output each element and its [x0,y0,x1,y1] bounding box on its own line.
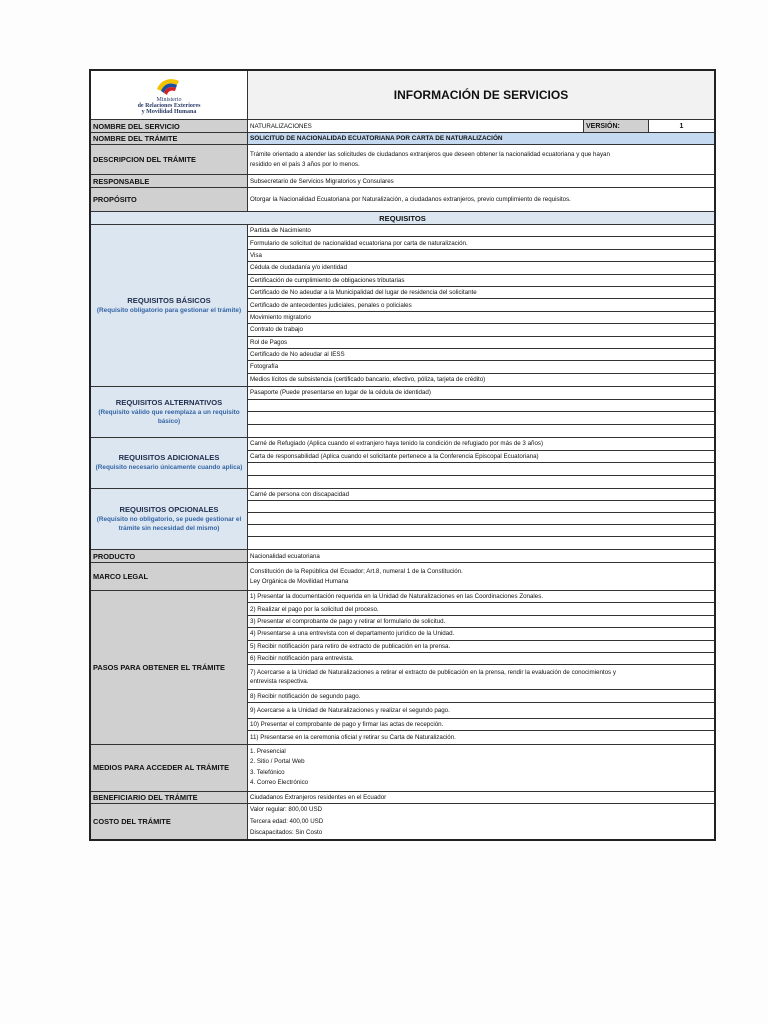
responsable-value: Subsecretario de Servicios Migratorios y Consulares [250,177,394,185]
service-info-sheet [89,69,716,841]
medio-item: 3. Telefónico [250,768,285,776]
version-label: VERSIÓN: [584,120,649,132]
descripcion-line-1: Trámite orientado a atender las solicitudes de ciudadanos extranjeros que deseen obtener la nacionalidad ecuatoriana y que hayan [250,151,610,159]
title-row [91,71,714,120]
ministry-logo [138,75,201,116]
medios-list [248,745,714,791]
medios-label: MEDIOS PARA ACCEDER AL TRÁMITE [91,745,248,791]
paso-item: 2) Realizar el pago por la solicitud del proceso. [248,603,714,615]
descripcion-label: DESCRIPCION DEL TRÁMITE [91,145,248,174]
opcionales-group [91,489,714,550]
alternativo-item [248,400,714,413]
opcionales-label [91,489,248,549]
pasos-group [91,591,714,745]
medio-item: 1. Presencial [250,747,286,755]
pasos-label: PASOS PARA OBTENER EL TRÁMITE [91,591,248,744]
flag-emblem-icon [149,75,189,97]
paso-item-7-line-2: entrevista respectiva. [250,678,309,686]
logo-cell [91,71,248,119]
paso-item: 9) Acercarse a la Unidad de Naturalizaciones y realizar el segundo pago. [248,703,714,719]
adicionales-note: (Requisito necesario únicamente cuando aplica) [95,464,243,472]
marco-value [248,563,714,590]
logo-line-2: de Relaciones Exteriores [137,102,201,109]
pasos-list [248,591,714,744]
proposito-label: PROPÓSITO [91,188,248,211]
paso-item: 10) Presentar el comprobante de pago y firmar las actas de recepción. [248,719,714,731]
descripcion-row [91,145,714,175]
version-value: 1 [649,120,714,132]
paso-item: 3) Presentar el comprobante de pago y retirar el formulario de solicitud. [248,616,714,628]
opcional-item: Carné de persona con discapacidad [248,489,714,501]
basico-item: Certificado de No adeudar al IESS [248,349,714,361]
paso-item: 5) Recibir notificación para retiro de extracto de publicación en la prensa. [248,641,714,653]
basico-item: Certificado de antecedentes judiciales, penales o policiales [248,299,714,311]
adicionales-label [91,438,248,488]
marco-row [91,563,714,591]
alternativo-item [248,425,714,438]
adicional-item [248,476,714,489]
producto-row [91,550,714,563]
responsable-label: RESPONSABLE [91,175,248,187]
basico-item: Fotografía [248,361,714,373]
logo-line-3: y Movilidad Humana [141,109,197,116]
proposito-value: Otorgar la Nacionalidad Ecuatoriana por Naturalización, a ciudadanos extranjeros, previo cumplimiento de requisitos. [250,196,571,203]
tramite-label: NOMBRE DEL TRÁMITE [91,133,248,144]
responsable-row [91,175,714,188]
opcional-item [248,537,714,549]
basico-item: Certificación de cumplimiento de obligaciones tributarias [248,275,714,287]
paso-item: 11) Presentarse en la ceremonia oficial y retirar su Carta de Naturalización. [250,733,456,741]
alternativo-item: Pasaporte (Puede presentarse en lugar de la cédula de identidad) [248,387,714,400]
descripcion-value [248,145,714,174]
opcionales-note: (Requisito no obligatorio, se puede gestionar el trámite sin necesidad del mismo) [96,515,242,532]
costo-item: Tercera edad: 400,00 USD [250,817,324,825]
paso-item-7-line-1: 7) Acercarse a la Unidad de Naturalizaciones a retirar el extracto de publicación en la prensa, rendir la evaluación de conocimientos y [250,668,616,676]
basicos-title: REQUISITOS BÁSICOS [127,295,211,305]
proposito-row [91,188,714,212]
basicos-group [91,225,714,387]
adicional-item [248,463,714,476]
beneficiario-row [91,792,714,804]
opcional-item [248,501,714,513]
basicos-label [91,225,248,386]
costo-item: Discapacitados: Sin Costo [250,828,323,836]
adicional-item: Carné de Refugiado (Aplica cuando el extranjero haya tenido la condición de refugiado por más de 3 años) [248,438,714,451]
basico-item: Contrato de trabajo [248,324,714,336]
basico-item: Cédula de ciudadanía y/o identidad [248,262,714,274]
opcional-item [248,525,714,537]
beneficiario-label: BENEFICIARIO DEL TRÁMITE [91,792,248,803]
basico-item: Visa [248,250,714,262]
servicio-value: NATURALIZACIONES [248,120,584,132]
basico-item: Rol de Pagos [248,337,714,349]
servicio-label: NOMBRE DEL SERVICIO [91,120,248,132]
adicionales-title: REQUISITOS ADICIONALES [118,453,220,463]
paso-item: 8) Recibir notificación de segundo pago. [248,690,714,702]
alternativo-item [248,412,714,425]
basico-item: Partida de Nacimiento [248,225,714,237]
beneficiario-value: Ciudadanos Extranjeros residentes en el Ecuador [250,793,387,801]
adicionales-group [91,438,714,489]
basico-item: Certificado de No adeudar a la Municipalidad del lugar de residencia del solicitante [248,287,714,299]
basico-item: Formulario de solicitud de nacionalidad ecuatoriana por carta de naturalización. [248,237,714,249]
marco-line-2: Ley Orgánica de Movilidad Humana [250,577,349,585]
costo-list [248,804,714,839]
opcionales-title: REQUISITOS OPCIONALES [119,504,219,514]
paso-item: 1) Presentar la documentación requerida en la Unidad de Naturalizaciones en las Coordinaciones Zonales. [248,591,714,603]
descripcion-line-2: residido en el país 3 años por lo menos. [250,160,360,168]
alternativos-note: (Requisito válido que reemplaza a un requisito básico) [98,408,240,425]
tramite-value: SOLICITUD DE NACIONALIDAD ECUATORIANA POR CARTA DE NATURALIZACIÓN [248,133,714,144]
medios-row [91,745,714,792]
paso-item: 6) Recibir notificación para entrevista. [248,653,714,665]
paso-item: 4) Presentarse a una entrevista con el departamento jurídico de la Unidad. [248,628,714,640]
marco-line-1: Constitución de la República del Ecuador; Art.8, numeral 1 de la Constitución. [250,567,463,575]
costo-row [91,804,714,839]
requisitos-header: REQUISITOS [91,212,714,225]
alternativos-label [91,387,248,437]
medio-item: 2. Sitio / Portal Web [250,758,305,766]
producto-value: Nacionalidad ecuatoriana [250,552,320,560]
basicos-list [248,225,714,386]
logo-line-1: Ministerio [156,96,182,103]
paso-item-7 [248,665,714,690]
basico-item: Medios lícitos de subsistencia (certificado bancario, efectivo, póliza, tarjeta de crédito) [250,376,486,384]
costo-item: Valor regular: 800,00 USD [250,806,323,814]
alternativos-title: REQUISITOS ALTERNATIVOS [115,397,223,407]
producto-label: PRODUCTO [91,550,248,562]
alternativos-group [91,387,714,438]
adicionales-list [248,438,714,488]
page-title: INFORMACIÓN DE SERVICIOS [248,71,714,119]
servicio-row [91,120,714,133]
opcionales-list [248,489,714,549]
opcional-item [248,513,714,525]
basico-item: Movimiento migratorio [248,312,714,324]
tramite-row [91,133,714,145]
alternativos-list [248,387,714,437]
marco-label: MARCO LEGAL [91,563,248,590]
costo-label: COSTO DEL TRÁMITE [91,804,248,839]
basicos-note: (Requisito obligatorio para gestionar el trámite) [96,306,242,314]
medio-item: 4. Correo Electrónico [250,779,309,787]
adicional-item: Carta de responsabilidad (Aplica cuando el solicitante pertenece a la Conferencia Episcopal Ecuatoriana) [248,451,714,464]
servicio-values [248,120,714,132]
